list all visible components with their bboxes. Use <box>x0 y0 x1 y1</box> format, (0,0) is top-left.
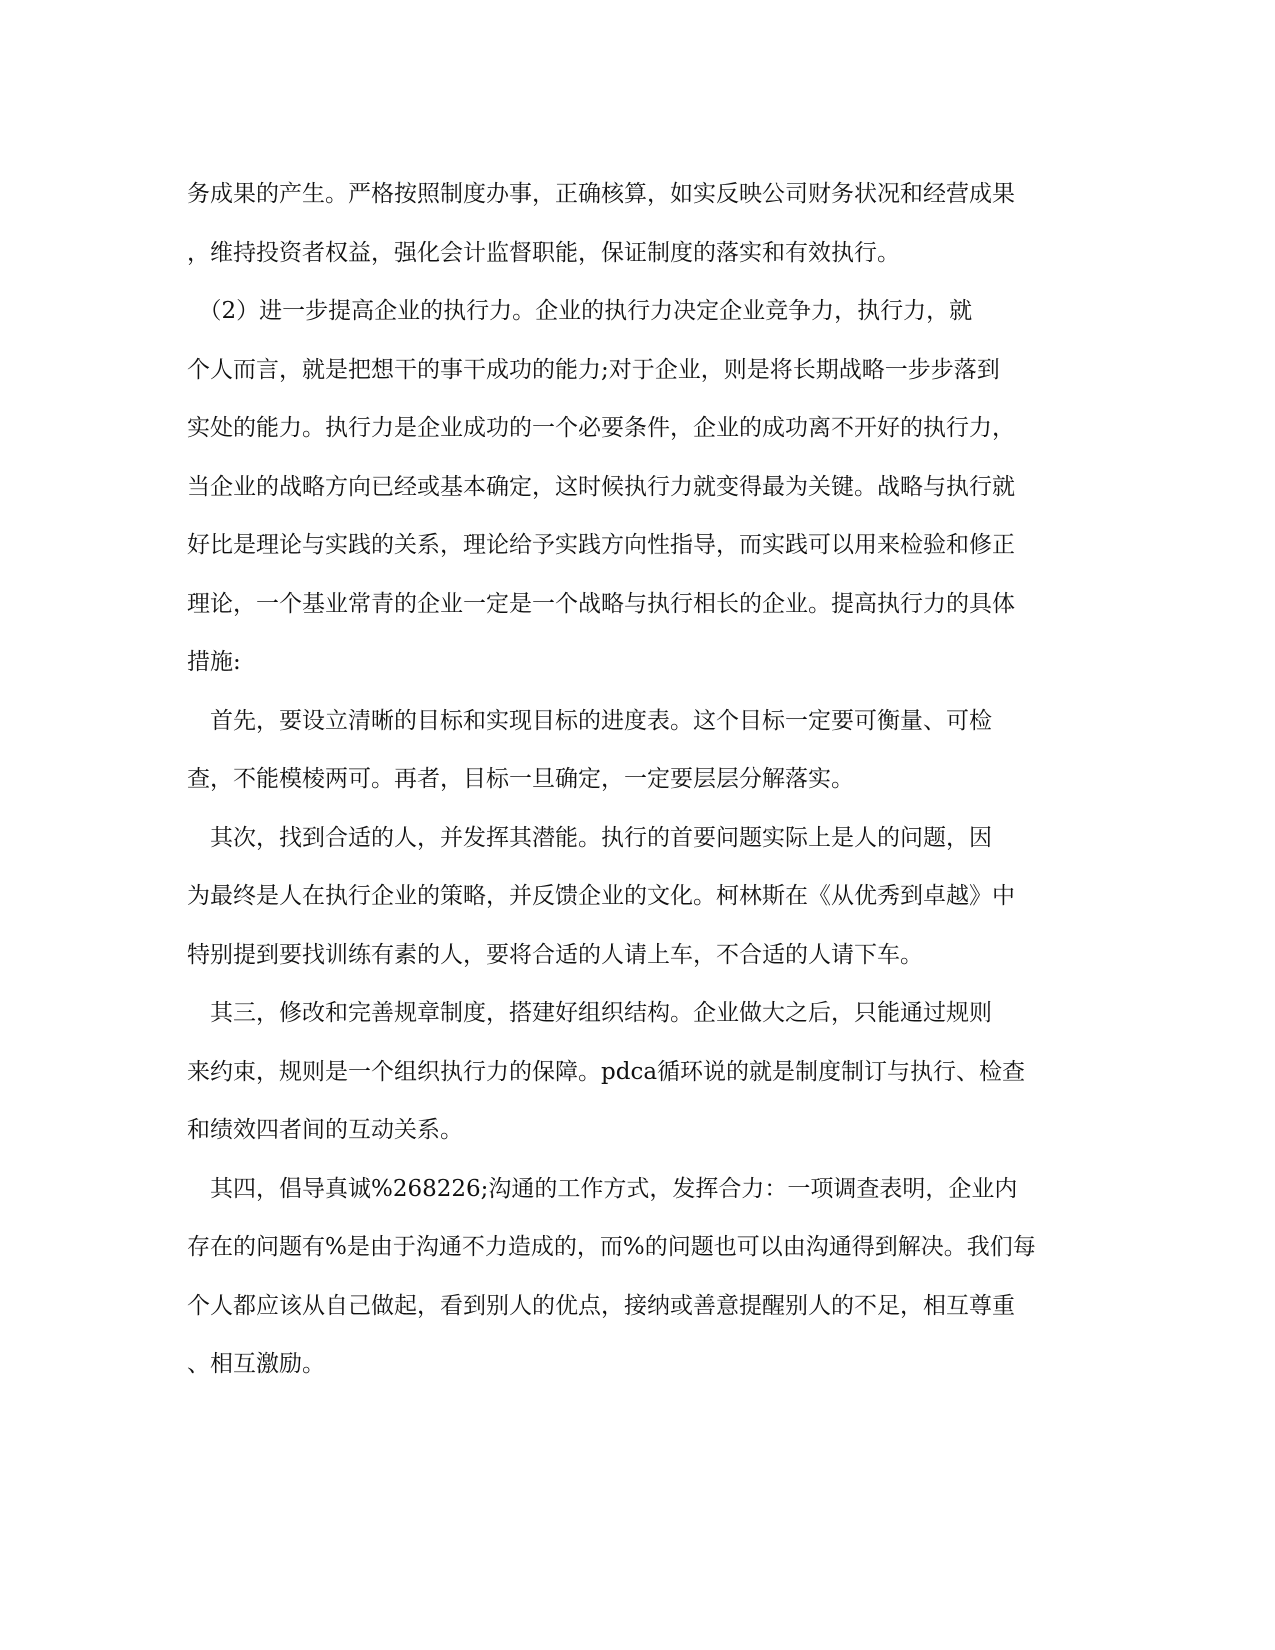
text-line: 个人而言，就是把想干的事干成功的能力;对于企业，则是将长期战略一步步落到 <box>187 356 1000 383</box>
text-line: 理论，一个基业常青的企业一定是一个战略与执行相长的企业。提高执行力的具体 <box>187 590 1015 617</box>
text-line: 首先，要设立清晰的目标和实现目标的进度表。这个目标一定要可衡量、可检 <box>187 707 992 734</box>
text-line: （2）进一步提高企业的执行力。企业的执行力决定企业竞争力，执行力，就 <box>187 298 973 324</box>
document-body <box>187 165 1082 1394</box>
text-line: 其三，修改和完善规章制度，搭建好组织结构。企业做大之后，只能通过规则 <box>187 1000 992 1026</box>
text-line: 来约束，规则是一个组织执行力的保障。pdca循环说的就是制度制订与执行、检查 <box>187 1058 1026 1085</box>
text-line: 查，不能模棱两可。再者，目标一旦确定，一定要层层分解落实。 <box>187 766 854 792</box>
text-line: 、相互激励。 <box>187 1351 325 1377</box>
text-line: 好比是理论与实践的关系，理论给予实践方向性指导，而实践可以用来检验和修正 <box>187 532 1015 558</box>
text-line: 务成果的产生。严格按照制度办事，正确核算，如实反映公司财务状况和经营成果 <box>187 181 1015 207</box>
text-line: 为最终是人在执行企业的策略，并反馈企业的文化。柯林斯在《从优秀到卓越》中 <box>187 883 1015 909</box>
text-line: 特别提到要找训练有素的人，要将合适的人请上车，不合适的人请下车。 <box>187 941 923 968</box>
text-line: 其四，倡导真诚%268226;沟通的工作方式，发挥合力：一项调查表明，企业内 <box>187 1175 1018 1202</box>
text-line: 实处的能力。执行力是企业成功的一个必要条件，企业的成功离不开好的执行力， <box>187 415 1015 441</box>
text-line: 和绩效四者间的互动关系。 <box>187 1117 463 1143</box>
text-line: 措施: <box>187 649 241 675</box>
text-line: 个人都应该从自己做起，看到别人的优点，接纳或善意提醒别人的不足，相互尊重 <box>187 1292 1015 1319</box>
text-line: 当企业的战略方向已经或基本确定，这时候执行力就变得最为关键。战略与执行就 <box>187 473 1015 500</box>
text-line: ，维持投资者权益，强化会计监督职能，保证制度的落实和有效执行。 <box>187 239 900 266</box>
text-line: 存在的问题有%是由于沟通不力造成的，而%的问题也可以由沟通得到解决。我们每 <box>187 1234 1036 1260</box>
text-line: 其次，找到合适的人，并发挥其潜能。执行的首要问题实际上是人的问题，因 <box>187 824 992 851</box>
